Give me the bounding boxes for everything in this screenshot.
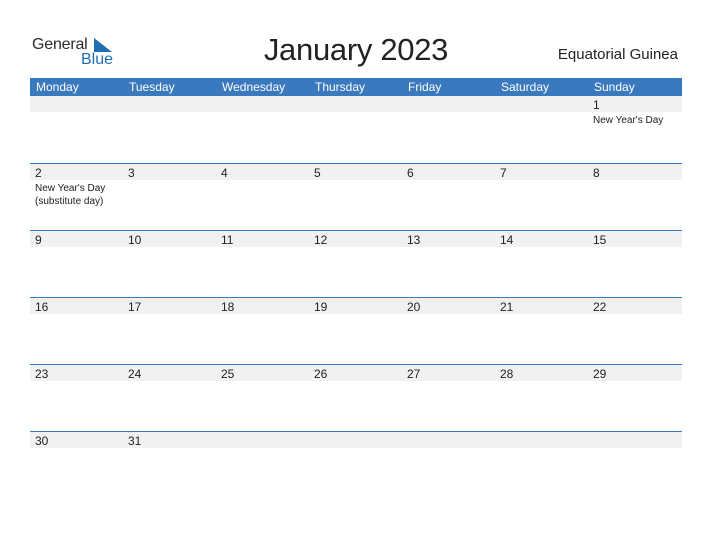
day-cell xyxy=(402,96,495,163)
day-cell xyxy=(588,298,682,364)
day-cell xyxy=(30,365,123,431)
day-cell xyxy=(216,365,309,431)
day-number: 16 xyxy=(35,300,49,314)
day-number: 10 xyxy=(128,233,142,247)
calendar-grid xyxy=(30,96,682,498)
weekday-saturday: Saturday xyxy=(501,80,550,94)
week-row xyxy=(30,163,682,230)
day-number: 29 xyxy=(593,367,607,381)
week-row xyxy=(30,230,682,297)
day-cell xyxy=(309,298,402,364)
day-cell xyxy=(123,298,216,364)
day-number: 13 xyxy=(407,233,421,247)
day-number: 31 xyxy=(128,434,142,448)
week-row xyxy=(30,96,682,163)
weekday-tuesday: Tuesday xyxy=(129,80,175,94)
day-number: 9 xyxy=(35,233,42,247)
weekday-header-row xyxy=(30,78,682,96)
week-row xyxy=(30,297,682,364)
weekday-monday: Monday xyxy=(36,80,79,94)
day-number: 24 xyxy=(128,367,142,381)
week-row xyxy=(30,431,682,498)
holiday-label: New Year's Day xyxy=(593,115,664,126)
day-cell xyxy=(309,432,402,498)
day-number: 3 xyxy=(128,166,135,180)
day-number: 28 xyxy=(500,367,514,381)
day-number: 12 xyxy=(314,233,328,247)
day-cell xyxy=(495,365,588,431)
day-cell xyxy=(309,96,402,163)
day-number: 22 xyxy=(593,300,607,314)
day-cell xyxy=(123,231,216,297)
day-cell xyxy=(216,231,309,297)
day-number: 14 xyxy=(500,233,514,247)
page-title: January 2023 xyxy=(263,32,449,67)
day-number: 30 xyxy=(35,434,49,448)
day-cell xyxy=(30,231,123,297)
holiday-label: New Year's Day (substitute day) xyxy=(35,183,106,207)
weekday-wednesday: Wednesday xyxy=(222,80,286,94)
day-cell xyxy=(216,96,309,163)
day-number: 8 xyxy=(593,166,600,180)
day-cell xyxy=(123,164,216,230)
day-cell xyxy=(30,298,123,364)
day-number: 11 xyxy=(221,233,234,247)
logo-text-general: General xyxy=(32,36,88,53)
day-number: 15 xyxy=(593,233,607,247)
day-cell xyxy=(588,96,682,163)
day-cell xyxy=(309,164,402,230)
day-cell xyxy=(495,298,588,364)
day-number: 6 xyxy=(407,166,414,180)
day-cell xyxy=(588,164,682,230)
day-cell xyxy=(402,432,495,498)
day-number: 27 xyxy=(407,367,421,381)
weekday-friday: Friday xyxy=(408,80,442,94)
day-number: 21 xyxy=(500,300,514,314)
day-cell xyxy=(30,164,123,230)
day-cell xyxy=(402,231,495,297)
day-cell xyxy=(30,96,123,163)
day-number: 26 xyxy=(314,367,328,381)
week-row xyxy=(30,364,682,431)
logo-text-blue: Blue xyxy=(81,51,114,68)
day-cell xyxy=(495,432,588,498)
day-cell xyxy=(216,298,309,364)
day-cell xyxy=(495,164,588,230)
weekday-sunday: Sunday xyxy=(594,80,635,94)
day-cell xyxy=(123,432,216,498)
day-number: 20 xyxy=(407,300,421,314)
day-cell xyxy=(216,432,309,498)
day-number: 4 xyxy=(221,166,228,180)
day-cell xyxy=(309,231,402,297)
day-cell xyxy=(402,298,495,364)
day-cell xyxy=(588,231,682,297)
day-cell xyxy=(588,432,682,498)
calendar-header xyxy=(0,0,712,78)
day-cell xyxy=(309,365,402,431)
day-cell xyxy=(123,96,216,163)
day-number: 17 xyxy=(128,300,142,314)
weekday-thursday: Thursday xyxy=(315,80,366,94)
day-number: 2 xyxy=(35,166,42,180)
day-cell xyxy=(588,365,682,431)
day-number: 23 xyxy=(35,367,49,381)
day-cell xyxy=(402,164,495,230)
day-number: 18 xyxy=(221,300,235,314)
day-cell xyxy=(30,432,123,498)
day-cell xyxy=(216,164,309,230)
day-cell xyxy=(495,96,588,163)
day-cell xyxy=(495,231,588,297)
country-name: Equatorial Guinea xyxy=(557,46,678,63)
day-number: 19 xyxy=(314,300,328,314)
day-cell xyxy=(123,365,216,431)
day-number: 5 xyxy=(314,166,321,180)
day-number: 7 xyxy=(500,166,507,180)
day-number: 1 xyxy=(593,98,600,112)
day-number: 25 xyxy=(221,367,235,381)
day-cell xyxy=(402,365,495,431)
